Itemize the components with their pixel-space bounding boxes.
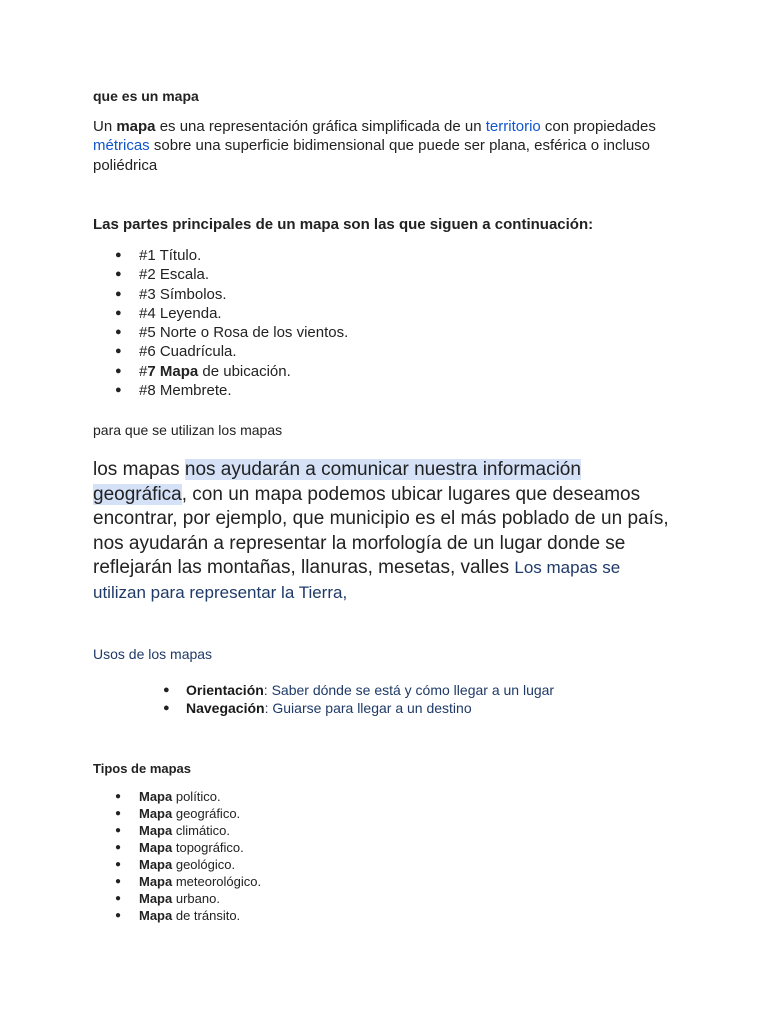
list-item (93, 285, 348, 304)
bullet-icon: ● (115, 893, 122, 904)
list-item (93, 304, 348, 323)
bullet-icon: ● (115, 345, 122, 358)
intro-text: sobre una superficie bidimensional que puede ser plana, esférica o incluso poliédrica (93, 137, 650, 174)
heading-what-is-a-map: que es un mapa (93, 88, 199, 104)
list-item-text: #5 Norte o Rosa de los vientos. (139, 324, 349, 342)
list-item (93, 682, 554, 700)
intro-text: Un (93, 118, 117, 135)
intro-paragraph (93, 117, 683, 175)
answer-text: , con un mapa podemos ubicar lugares que deseamos encontrar, por ejemplo, que municipio es el más poblado de un país, nos ayudarán a representar la morfología de un lugar donde se reflejarán las montañas, llanuras, mesetas, valles (93, 483, 669, 579)
parts-list (93, 246, 348, 400)
list-item-text: topográfico. (172, 840, 244, 855)
list-item-text: #3 Símbolos. (139, 285, 227, 303)
intro-text: con propiedades (540, 118, 656, 135)
bullet-icon: ● (163, 701, 170, 714)
list-item-bold: 7 Mapa (147, 362, 199, 380)
list-item-bold: Navegación (186, 699, 265, 716)
list-item (93, 890, 261, 907)
highlighted-text: nos ayudarán a comunicar nuestra información geográfica (93, 459, 581, 505)
question-uses: para que se utilizan los mapas (93, 422, 283, 438)
parts-heading: Las partes principales de un mapa son las que siguen a continuación: (93, 216, 594, 233)
tipos-list (93, 788, 261, 924)
list-item (93, 856, 261, 873)
link-territorio[interactable]: territorio (485, 118, 541, 135)
list-item-text: #6 Cuadrícula. (139, 343, 237, 361)
bullet-icon: ● (115, 287, 122, 300)
list-item-text: climático. (172, 823, 231, 838)
usos-heading: Usos de los mapas (93, 646, 213, 662)
list-item-bold: Mapa (139, 806, 173, 821)
bullet-icon: ● (115, 306, 122, 319)
list-item-bold: Mapa (139, 908, 173, 923)
list-item-bold: Mapa (139, 857, 173, 872)
bullet-icon: ● (115, 268, 122, 281)
list-item (93, 381, 348, 400)
list-item (93, 822, 261, 839)
link-metricas[interactable]: métricas (93, 137, 150, 155)
bullet-icon: ● (115, 859, 122, 870)
bullet-icon: ● (115, 808, 122, 819)
answer-paragraph (93, 458, 673, 606)
list-item-text: : Guiarse para llegar a un destino (264, 699, 472, 716)
bullet-icon: ● (163, 684, 170, 696)
list-item-bold: Mapa (139, 823, 173, 838)
bullet-icon: ● (115, 825, 122, 836)
bullet-icon: ● (115, 249, 122, 261)
list-item (93, 873, 261, 890)
list-item-text: #8 Membrete. (139, 382, 232, 400)
list-item-text: geológico. (172, 857, 236, 872)
bullet-icon: ● (115, 876, 122, 887)
list-item-text: político. (172, 789, 221, 804)
list-item (93, 342, 348, 361)
list-item-text: de ubicación. (198, 362, 291, 380)
bullet-icon: ● (115, 910, 122, 921)
list-item (93, 805, 261, 822)
list-item-text: geográfico. (172, 806, 241, 821)
list-item-text: urbano. (172, 891, 220, 906)
list-item (93, 700, 554, 718)
list-item-text: #2 Escala. (139, 266, 210, 284)
list-item-text: # (139, 362, 148, 380)
intro-text: es una representación gráfica simplificada de un (155, 118, 486, 135)
list-item-bold: Orientación (186, 682, 264, 698)
list-item (93, 265, 348, 284)
list-item (93, 246, 348, 265)
intro-bold-mapa: mapa (116, 118, 156, 135)
list-item-bold: Mapa (139, 891, 173, 906)
list-item (93, 362, 348, 381)
answer-text: los mapas (93, 459, 185, 480)
bullet-icon: ● (115, 326, 122, 339)
answer-navy-text: Los mapas se utilizan para representar la Tierra, (93, 558, 621, 602)
list-item (93, 323, 348, 342)
list-item-bold: Mapa (139, 840, 173, 855)
bullet-icon: ● (115, 364, 122, 377)
list-item (93, 907, 261, 924)
bullet-icon: ● (115, 384, 122, 397)
tipos-heading: Tipos de mapas (93, 761, 192, 776)
list-item-bold: Mapa (139, 789, 173, 804)
list-item-text: #4 Leyenda. (139, 304, 222, 322)
list-item-text: #1 Título. (139, 247, 202, 264)
list-item-text: de tránsito. (172, 908, 241, 923)
bullet-icon: ● (115, 791, 122, 802)
list-item (93, 788, 261, 805)
list-item-bold: Mapa (139, 874, 173, 889)
list-item (93, 839, 261, 856)
list-item-text: : Saber dónde se está y cómo llegar a un lugar (263, 682, 555, 698)
list-item-text: meteorológico. (172, 874, 262, 889)
usos-list (93, 682, 554, 717)
bullet-icon: ● (115, 842, 122, 853)
